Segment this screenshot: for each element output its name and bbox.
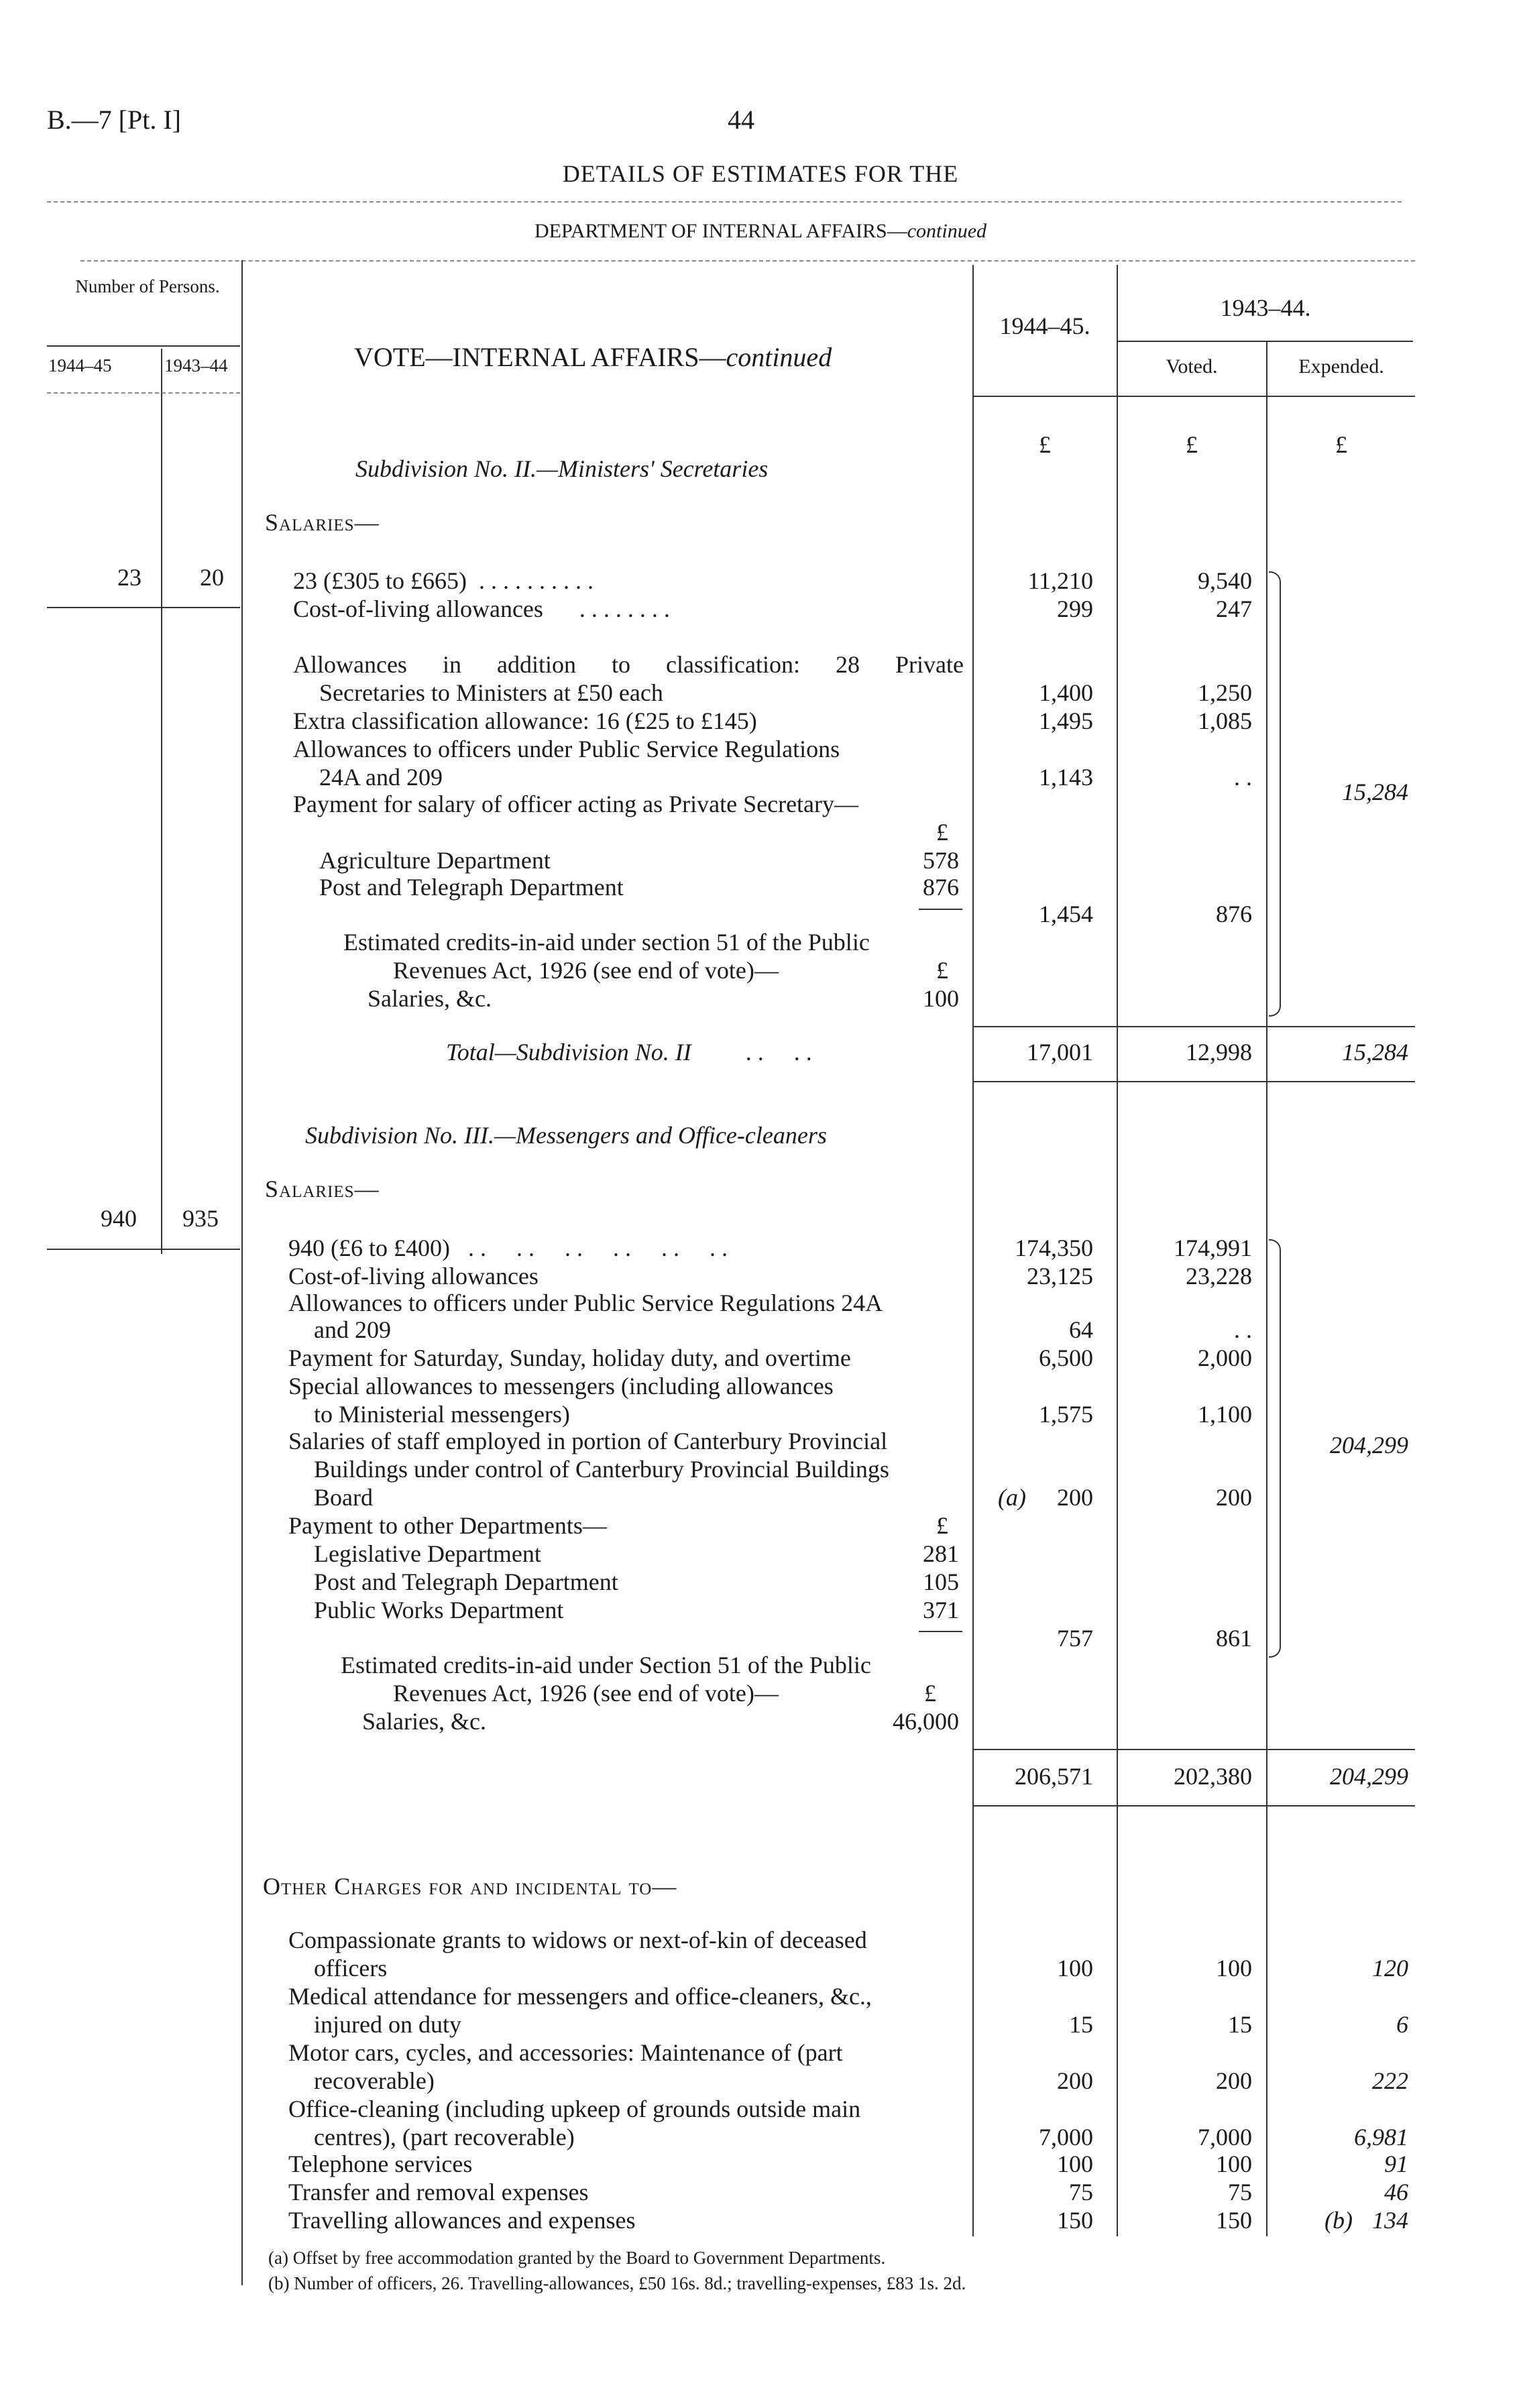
table-cell: 222 (1372, 2067, 1408, 2094)
department-title: DEPARTMENT OF INTERNAL AFFAIRS—continued (534, 220, 987, 242)
table-cell: 2,000 (1198, 1344, 1252, 1371)
table-cell: 6,500 (1039, 1344, 1093, 1371)
table-cell: 46 (1384, 2179, 1408, 2205)
table-cell: 6,981 (1354, 2124, 1408, 2151)
table-row: Extra classification allowance: 16 (£25 to £145) (293, 707, 757, 734)
sub2-heading: Subdivision No. II.—Ministers' Secretaries (355, 455, 769, 482)
table-cell: 200 (1057, 1484, 1093, 1511)
table-row: Office-cleaning (including upkeep of grounds outside main (288, 2096, 861, 2122)
pound-col-1: £ (1039, 431, 1051, 458)
pound-col-2: £ (1186, 431, 1198, 458)
table-cell: 1,575 (1039, 1401, 1093, 1428)
col-1943-rule (1118, 341, 1413, 342)
table-row: Post and Telegraph Department (319, 874, 624, 901)
table-row: 23 (£305 to £665) . . . . . . . . . . (293, 567, 594, 594)
sub3-total-1944: 206,571 (1015, 1763, 1093, 1790)
footnote-a: (a) Offset by free accommodation granted by the Board to Government Departments. (268, 2248, 886, 2268)
table-cell: 200 (1216, 2067, 1252, 2094)
sub3-persons-1943: 935 (182, 1205, 219, 1232)
table-cell: 1,100 (1198, 1401, 1252, 1428)
table-row: Special allowances to messengers (including allowances (288, 1373, 834, 1399)
table-cell: 200 (1216, 1484, 1252, 1511)
pound-sign: £ (924, 1680, 936, 1707)
other-charges-heading: Other Charges for and incidental to— (263, 1873, 677, 1900)
table-cell: 876 (923, 874, 959, 901)
table-row: Agriculture Department (319, 847, 551, 874)
pound-sign: £ (936, 957, 948, 984)
table-row: Legislative Department (314, 1540, 541, 1567)
table-cell: 371 (923, 1597, 959, 1623)
table-cell: 247 (1216, 595, 1252, 622)
table-row: Estimated credits-in-aid under section 51 of the Public (343, 929, 870, 956)
table-cell: 861 (1216, 1625, 1252, 1652)
sub3-brace-total: 204,299 (1330, 1432, 1408, 1458)
table-cell: 1,495 (1039, 707, 1093, 734)
sub3-total-top-rule (974, 1749, 1415, 1750)
table-cell: 75 (1069, 2179, 1093, 2205)
persons-sub-rule (47, 392, 240, 394)
table-cell: 23,125 (1027, 1263, 1093, 1289)
persons-header-rule (47, 345, 240, 347)
sub3-salaries-label: Salaries— (265, 1176, 380, 1202)
table-row: Secretaries to Ministers at £50 each (319, 679, 663, 706)
sub2-total-label: Total—Subdivision No. II . . . . (446, 1039, 812, 1066)
table-cell: 105 (923, 1568, 959, 1595)
table-row: Revenues Act, 1926 (see end of vote)— (393, 1680, 779, 1707)
sub2-total-top-rule (974, 1026, 1415, 1027)
brace-sub2 (1269, 571, 1281, 1017)
sub2-total-expended: 15,284 (1342, 1039, 1408, 1066)
table-cell: 174,991 (1174, 1235, 1252, 1261)
table-row: Allowances to officers under Public Service Regulations (293, 736, 840, 762)
sub3-total-expended: 204,299 (1330, 1763, 1408, 1790)
header-bottom-rule (974, 396, 1415, 397)
table-row: Payment for Saturday, Sunday, holiday duty, and overtime (288, 1344, 851, 1371)
table-cell: 150 (1216, 2207, 1252, 2234)
sub3-persons-rule (47, 1249, 240, 1250)
table-cell: . . (1234, 1316, 1252, 1343)
voted-header: Voted. (1166, 355, 1218, 378)
pound-sign: £ (936, 819, 948, 846)
table-cell: 100 (1216, 2151, 1252, 2177)
table-row: Estimated credits-in-aid under Section 51 of the Public (341, 1652, 871, 1678)
sub2-total-voted: 12,998 (1186, 1039, 1252, 1066)
table-cell: 64 (1069, 1316, 1093, 1343)
table-row: Payment to other Departments— (288, 1512, 607, 1539)
table-row: Medical attendance for messengers and office-cleaners, &c., (288, 1983, 872, 2010)
table-row: Post and Telegraph Department (314, 1568, 618, 1595)
table-cell: 1,454 (1039, 901, 1093, 927)
persons-header: Number of Persons. (75, 276, 220, 296)
table-cell: 9,540 (1198, 567, 1252, 594)
table-row: recoverable) (314, 2067, 435, 2094)
persons-col-1943: 1943–44 (164, 355, 228, 376)
table-row: to Ministerial messengers) (314, 1401, 570, 1428)
brace-sub3 (1269, 1239, 1281, 1658)
table-row: officers (314, 1955, 388, 1982)
table-row: Allowances in addition to classification: 28 Private (293, 651, 964, 678)
sub3-persons-1944: 940 (101, 1205, 137, 1232)
table-row: 940 (£6 to £400) . . . . . . . . . . . . (288, 1235, 728, 1261)
table-cell: 7,000 (1039, 2124, 1093, 2151)
table-row: Cost-of-living allowances . . . . . . . . (293, 595, 670, 622)
table-cell: . . (1234, 764, 1252, 791)
table-cell: 757 (1057, 1625, 1093, 1652)
table-row: Public Works Department (314, 1597, 564, 1623)
table-cell: 200 (1057, 2067, 1093, 2094)
page-number: 44 (728, 105, 754, 135)
table-cell: 299 (1057, 595, 1093, 622)
sub2-persons-1943: 20 (200, 564, 224, 591)
sub2-total-1944: 17,001 (1027, 1039, 1093, 1066)
sub2-brace-total: 15,284 (1342, 779, 1408, 805)
table-cell: 134 (1372, 2207, 1408, 2234)
table-cell: 876 (1216, 901, 1252, 927)
header-top-rule (80, 260, 1415, 262)
table-cell: 15 (1069, 2011, 1093, 2038)
pound-col-3: £ (1335, 431, 1347, 458)
table-row: Travelling allowances and expenses (288, 2207, 636, 2234)
table-row: Salaries of staff employed in portion of Canterbury Provincial (288, 1428, 888, 1454)
table-cell: 1,400 (1039, 679, 1093, 706)
title-rule (47, 201, 1402, 203)
table-cell: 100 (1216, 1955, 1252, 1982)
sub2-salaries-label: Salaries— (265, 509, 380, 536)
table-cell: 1,250 (1198, 679, 1252, 706)
expended-header: Expended. (1298, 355, 1384, 378)
table-row: Payment for salary of officer acting as Private Secretary— (293, 791, 859, 817)
table-cell: 23,228 (1186, 1263, 1252, 1289)
col-1943-header: 1943–44. (1220, 294, 1311, 321)
table-row: Revenues Act, 1926 (see end of vote)— (393, 957, 779, 984)
table-row: Cost-of-living allowances (288, 1263, 539, 1289)
table-cell: 75 (1228, 2179, 1252, 2205)
table-row: Salaries, &c. (368, 985, 492, 1012)
sub3-heading: Subdivision No. III.—Messengers and Office-cleaners (305, 1122, 827, 1149)
footnote-marker-a: (a) (998, 1484, 1026, 1511)
persons-inner-divider (161, 349, 162, 1254)
table-row: Board (314, 1484, 373, 1511)
sub2-persons-rule (47, 607, 240, 608)
table-cell: 578 (923, 847, 959, 874)
table-cell: 6 (1396, 2011, 1408, 2038)
table-row: Motor cars, cycles, and accessories: Maintenance of (part (288, 2039, 843, 2066)
pound-sign: £ (936, 1512, 948, 1539)
vote-heading: VOTE—INTERNAL AFFAIRS—continued (354, 342, 832, 372)
table-cell: 100 (923, 985, 959, 1012)
subtotal-rule (919, 1631, 962, 1632)
sub2-total-bottom-rule (974, 1081, 1415, 1082)
table-cell: 1,085 (1198, 707, 1252, 734)
table-cell: 15 (1228, 2011, 1252, 2038)
table-cell: 174,350 (1015, 1235, 1093, 1261)
table-row: injured on duty (314, 2011, 461, 2038)
footnote-marker-b: (b) (1325, 2207, 1353, 2234)
table-row: Buildings under control of Canterbury Provincial Buildings (314, 1456, 889, 1483)
table-row: centres), (part recoverable) (314, 2124, 575, 2151)
subtotal-rule (919, 909, 962, 910)
table-cell: 100 (1057, 2151, 1093, 2177)
table-row: Transfer and removal expenses (288, 2179, 589, 2205)
table-row: Allowances to officers under Public Service Regulations 24A (288, 1289, 883, 1316)
table-cell: 281 (923, 1540, 959, 1567)
table-row: and 209 (314, 1316, 391, 1343)
col-1944-header: 1944–45. (999, 312, 1090, 339)
page-reference: B.—7 [Pt. I] (47, 105, 181, 135)
table-cell: 150 (1057, 2207, 1093, 2234)
table-cell: 1,143 (1039, 764, 1093, 791)
persons-col-1944: 1944–45 (48, 355, 112, 376)
table-cell: 120 (1372, 1955, 1408, 1982)
table-cell: 7,000 (1198, 2124, 1252, 2151)
table-cell: 11,210 (1027, 567, 1093, 594)
sub3-total-bottom-rule (974, 1805, 1415, 1807)
sub3-total-voted: 202,380 (1174, 1763, 1252, 1790)
table-cell: 100 (1057, 1955, 1093, 1982)
col-expended-divider (1266, 342, 1268, 2236)
footnote-b: (b) Number of officers, 26. Travelling-allowances, £50 16s. 8d.; travelling-expenses, £83 1s. 2d. (268, 2273, 966, 2293)
persons-column-divider (241, 260, 243, 2285)
sub2-persons-1944: 23 (117, 564, 142, 591)
table-cell: 91 (1384, 2151, 1408, 2177)
table-row: Telephone services (288, 2151, 473, 2177)
table-row: 24A and 209 (319, 764, 443, 791)
table-row: Compassionate grants to widows or next-of-kin of deceased (288, 1927, 867, 1953)
table-row: Salaries, &c. (362, 1708, 486, 1735)
page-title: DETAILS OF ESTIMATES FOR THE (562, 160, 959, 187)
table-cell: 46,000 (893, 1708, 959, 1735)
